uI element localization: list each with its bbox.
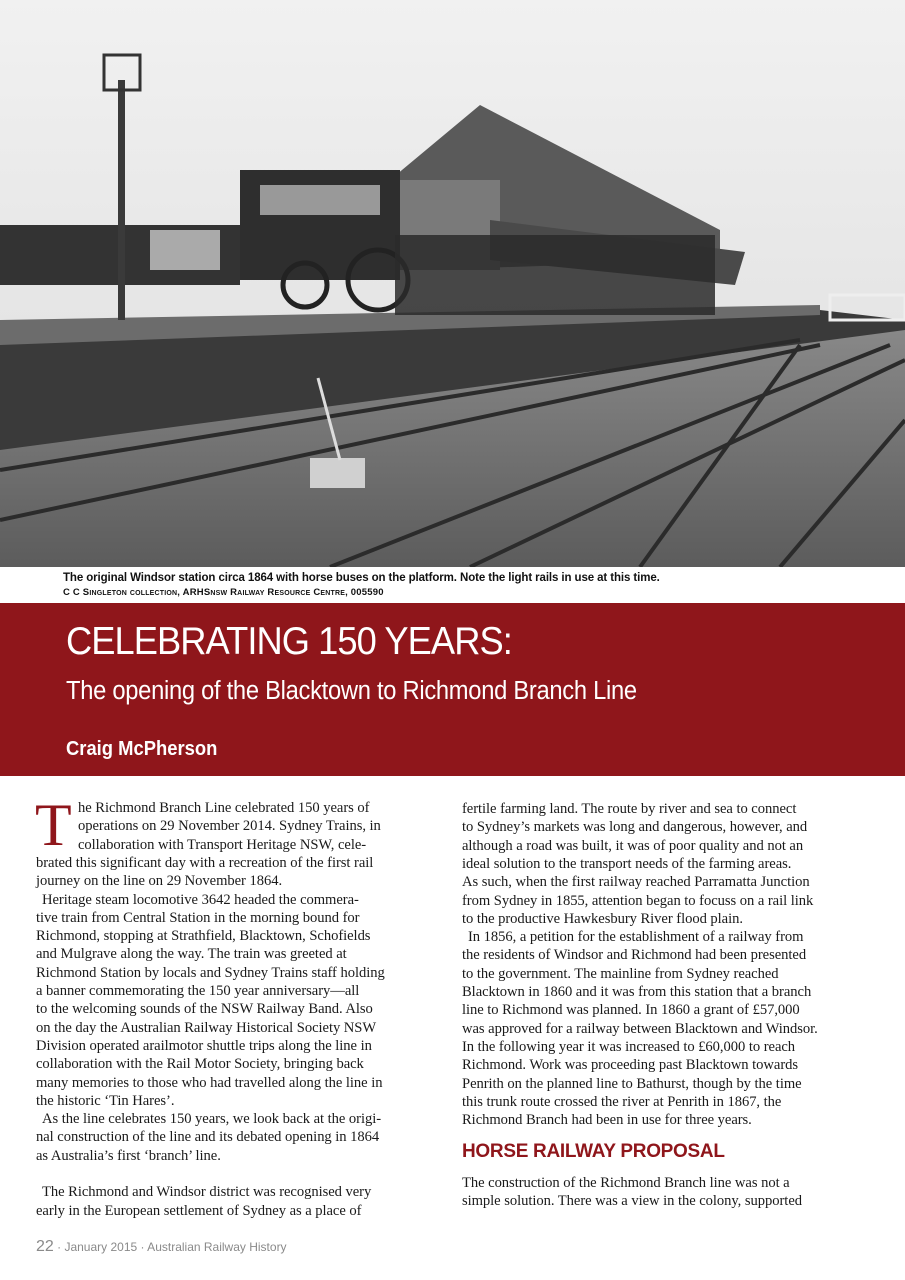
body-text-line: to the productive Hawkesbury River flood plain. [462, 910, 743, 927]
body-text-line: Richmond Branch had been in use for three years. [462, 1112, 752, 1129]
body-text-line: simple solution. There was a view in the colony, supported [462, 1193, 802, 1210]
body-text-line: The construction of the Richmond Branch line was not a [462, 1175, 790, 1191]
body-text-line: collaboration with the Rail Motor Society, bringing back [36, 1056, 364, 1073]
body-text-line: In 1856, a petition for the establishment of a railway from [468, 929, 804, 946]
body-text-line: although a road was built, it was of poor quality and not an [462, 837, 804, 854]
body-text-line: fertile farming land. The route by river and sea to connect [462, 801, 797, 817]
page-number: 22 [36, 1238, 54, 1255]
body-text-line: to the welcoming sounds of the NSW Railway Band. Also [36, 1001, 373, 1018]
body-text-line: to the government. The mainline from Sydney reached [462, 965, 779, 982]
body-text-line: the residents of Windsor and Richmond had been presented [462, 947, 807, 964]
body-text-line: The Richmond and Windsor district was recognised very [42, 1184, 372, 1201]
body-text-line: operations on 29 November 2014. Sydney Trains, in [78, 818, 381, 835]
body-text-line: this trunk route crossed the river at Penrith in 1867, the [462, 1093, 782, 1110]
body-text-line: journey on the line on 29 November 1864. [36, 873, 283, 890]
drop-cap: T [35, 792, 72, 858]
body-text-line: many memories to those who had travelled along the line in [36, 1074, 383, 1091]
historic-station-photo [0, 0, 905, 567]
article-title: CELEBRATING 150 YEARS: [66, 620, 512, 663]
body-text-line: was approved for a railway between Blacktown and Windsor. [462, 1020, 818, 1037]
article-author: Craig McPherson [66, 738, 218, 760]
body-text-line: In the following year it was increased to £60,000 to reach [462, 1038, 796, 1055]
section-heading: HORSE RAILWAY PROPOSAL [462, 1141, 725, 1162]
body-text-line: he Richmond Branch Line celebrated 150 years of [78, 800, 370, 816]
page-footer [36, 1238, 287, 1256]
body-text-line: to Sydney’s markets was long and dangerous, however, and [462, 819, 808, 836]
article-subtitle: The opening of the Blacktown to Richmond Branch Line [66, 677, 637, 705]
body-text-line: on the day the Australian Railway Historical Society NSW [36, 1019, 377, 1036]
body-text-line: Heritage steam locomotive 3642 headed the commera- [42, 891, 359, 908]
body-text-line: the historic ‘Tin Hares’. [36, 1092, 175, 1109]
body-text-line: from Sydney in 1855, attention began to focuss on a rail link [462, 892, 814, 909]
body-text-line: tive train from Central Station in the morning bound for [36, 909, 360, 926]
body-text-line: As such, when the first railway reached Parramatta Junction [462, 874, 810, 891]
body-text-line: a banner commemorating the 150 year anniversary—all [36, 983, 360, 999]
issue-info: · January 2015 · Australian Railway History [53, 1240, 287, 1254]
photo-credit: C C Singleton collection, ARHSnsw Railway Resource Centre, 005590 [63, 587, 384, 598]
body-text-line: Blacktown in 1860 and it was from this station that a branch [462, 984, 812, 1000]
body-text-line: collaboration with Transport Heritage NSW, cele- [78, 836, 367, 853]
body-text-line: as Australia’s first ‘branch’ line. [36, 1147, 221, 1164]
body-text-line: ideal solution to the transport needs of the farming areas. [462, 855, 792, 872]
body-text-line: line to Richmond was planned. In 1860 a grant of £57,000 [462, 1002, 800, 1019]
body-text-line: Penrith on the planned line to Bathurst, though by the time [462, 1075, 802, 1092]
body-text-line: Richmond, stopping at Strathfield, Blacktown, Schofields [36, 928, 371, 945]
body-text-line: Division operated arailmotor shuttle trips along the line in [36, 1037, 372, 1054]
body-text-line: brated this significant day with a recreation of the first rail [36, 854, 374, 871]
body-text-line: Richmond. Work was proceeding past Blacktown towards [462, 1057, 799, 1074]
body-text-line: nal construction of the line and its debated opening in 1864 [36, 1129, 380, 1146]
body-text-line: and Mulgrave along the way. The train was greeted at [36, 946, 347, 963]
photo-caption: The original Windsor station circa 1864 with horse buses on the platform. Note the light rails in use at this time. [63, 572, 660, 584]
body-text-line: As the line celebrates 150 years, we look back at the origi- [42, 1111, 382, 1128]
body-text-line: early in the European settlement of Sydney as a place of [36, 1202, 362, 1219]
body-text-line: Richmond Station by locals and Sydney Trains staff holding [36, 964, 385, 981]
